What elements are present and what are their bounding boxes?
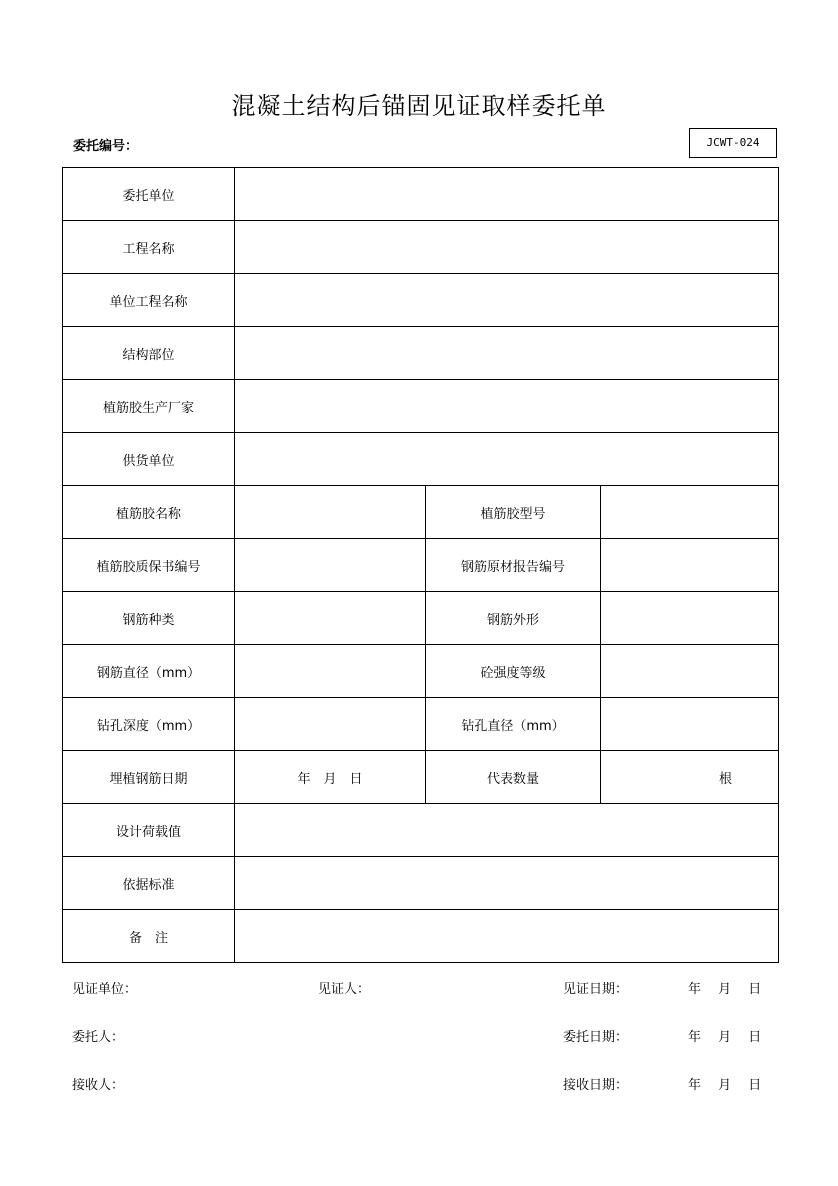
page-title: 混凝土结构后锚固见证取样委托单 <box>231 92 607 120</box>
table-row <box>63 539 779 592</box>
label-drill-depth: 钻孔深度（mm） <box>63 698 235 751</box>
table-row <box>63 698 779 751</box>
table-row <box>63 751 779 804</box>
commission-no-label: 委托编号： <box>73 139 139 154</box>
receiver-label: 接收人： <box>72 1078 125 1093</box>
table-row <box>63 433 779 486</box>
label-glue-model: 植筋胶型号 <box>426 486 601 539</box>
receive-date-label: 接收日期： <box>563 1078 629 1093</box>
witness-unit-label: 见证单位： <box>72 982 138 997</box>
field-rebar-type[interactable] <box>235 592 426 645</box>
label-rebar-report-no: 钢筋原材报告编号 <box>426 539 601 592</box>
table-row <box>63 592 779 645</box>
label-rebar-shape: 钢筋外形 <box>426 592 601 645</box>
footer-receiver-row <box>0 1074 838 1094</box>
field-embed-date[interactable]: 年 月 日 <box>235 751 426 804</box>
field-glue-cert-no[interactable] <box>235 539 426 592</box>
table-row <box>63 327 779 380</box>
label-embed-date: 埋植钢筋日期 <box>63 751 235 804</box>
label-design-load: 设计荷载值 <box>63 804 235 857</box>
label-supplier: 供货单位 <box>63 433 235 486</box>
field-concrete-grade[interactable] <box>601 645 779 698</box>
label-concrete-grade: 砼强度等级 <box>426 645 601 698</box>
label-structure-part: 结构部位 <box>63 327 235 380</box>
table-row <box>63 221 779 274</box>
field-glue-name[interactable] <box>235 486 426 539</box>
label-represent-qty: 代表数量 <box>426 751 601 804</box>
table-row <box>63 645 779 698</box>
field-project-name[interactable] <box>235 221 779 274</box>
form-code-box: JCWT-024 <box>689 128 777 158</box>
label-remarks: 备 注 <box>63 910 235 963</box>
label-drill-diameter: 钻孔直径（mm） <box>426 698 601 751</box>
field-remarks[interactable] <box>235 910 779 963</box>
client-date-value[interactable]: 年 月 日 <box>688 1030 762 1045</box>
qty-unit: 根 <box>719 771 733 787</box>
client-date-label: 委托日期： <box>563 1030 629 1045</box>
field-glue-model[interactable] <box>601 486 779 539</box>
receive-date-value[interactable]: 年 月 日 <box>688 1078 762 1093</box>
table-row <box>63 910 779 963</box>
witness-date-value[interactable]: 年 月 日 <box>688 982 762 997</box>
label-rebar-type: 钢筋种类 <box>63 592 235 645</box>
field-represent-qty[interactable] <box>601 751 779 804</box>
footer-witness-row <box>0 978 838 998</box>
label-glue-manufacturer: 植筋胶生产厂家 <box>63 380 235 433</box>
table-row <box>63 274 779 327</box>
label-glue-name: 植筋胶名称 <box>63 486 235 539</box>
footer-client-row <box>0 1026 838 1046</box>
table-row <box>63 804 779 857</box>
field-drill-diameter[interactable] <box>601 698 779 751</box>
table-row <box>63 857 779 910</box>
label-unit-project-name: 单位工程名称 <box>63 274 235 327</box>
client-label: 委托人： <box>72 1030 125 1045</box>
field-structure-part[interactable] <box>235 327 779 380</box>
label-glue-cert-no: 植筋胶质保书编号 <box>63 539 235 592</box>
field-standard[interactable] <box>235 857 779 910</box>
witness-date-label: 见证日期： <box>563 982 629 997</box>
field-commission-unit[interactable] <box>235 168 779 221</box>
label-project-name: 工程名称 <box>63 221 235 274</box>
label-rebar-diameter: 钢筋直径（mm） <box>63 645 235 698</box>
field-drill-depth[interactable] <box>235 698 426 751</box>
field-rebar-shape[interactable] <box>601 592 779 645</box>
label-standard: 依据标准 <box>63 857 235 910</box>
table-row <box>63 168 779 221</box>
field-rebar-report-no[interactable] <box>601 539 779 592</box>
field-unit-project-name[interactable] <box>235 274 779 327</box>
field-rebar-diameter[interactable] <box>235 645 426 698</box>
witness-person-label: 见证人： <box>318 982 371 997</box>
table-row <box>63 380 779 433</box>
table-row <box>63 486 779 539</box>
field-glue-manufacturer[interactable] <box>235 380 779 433</box>
commission-form-table <box>62 167 779 963</box>
label-commission-unit: 委托单位 <box>63 168 235 221</box>
field-design-load[interactable] <box>235 804 779 857</box>
field-supplier[interactable] <box>235 433 779 486</box>
